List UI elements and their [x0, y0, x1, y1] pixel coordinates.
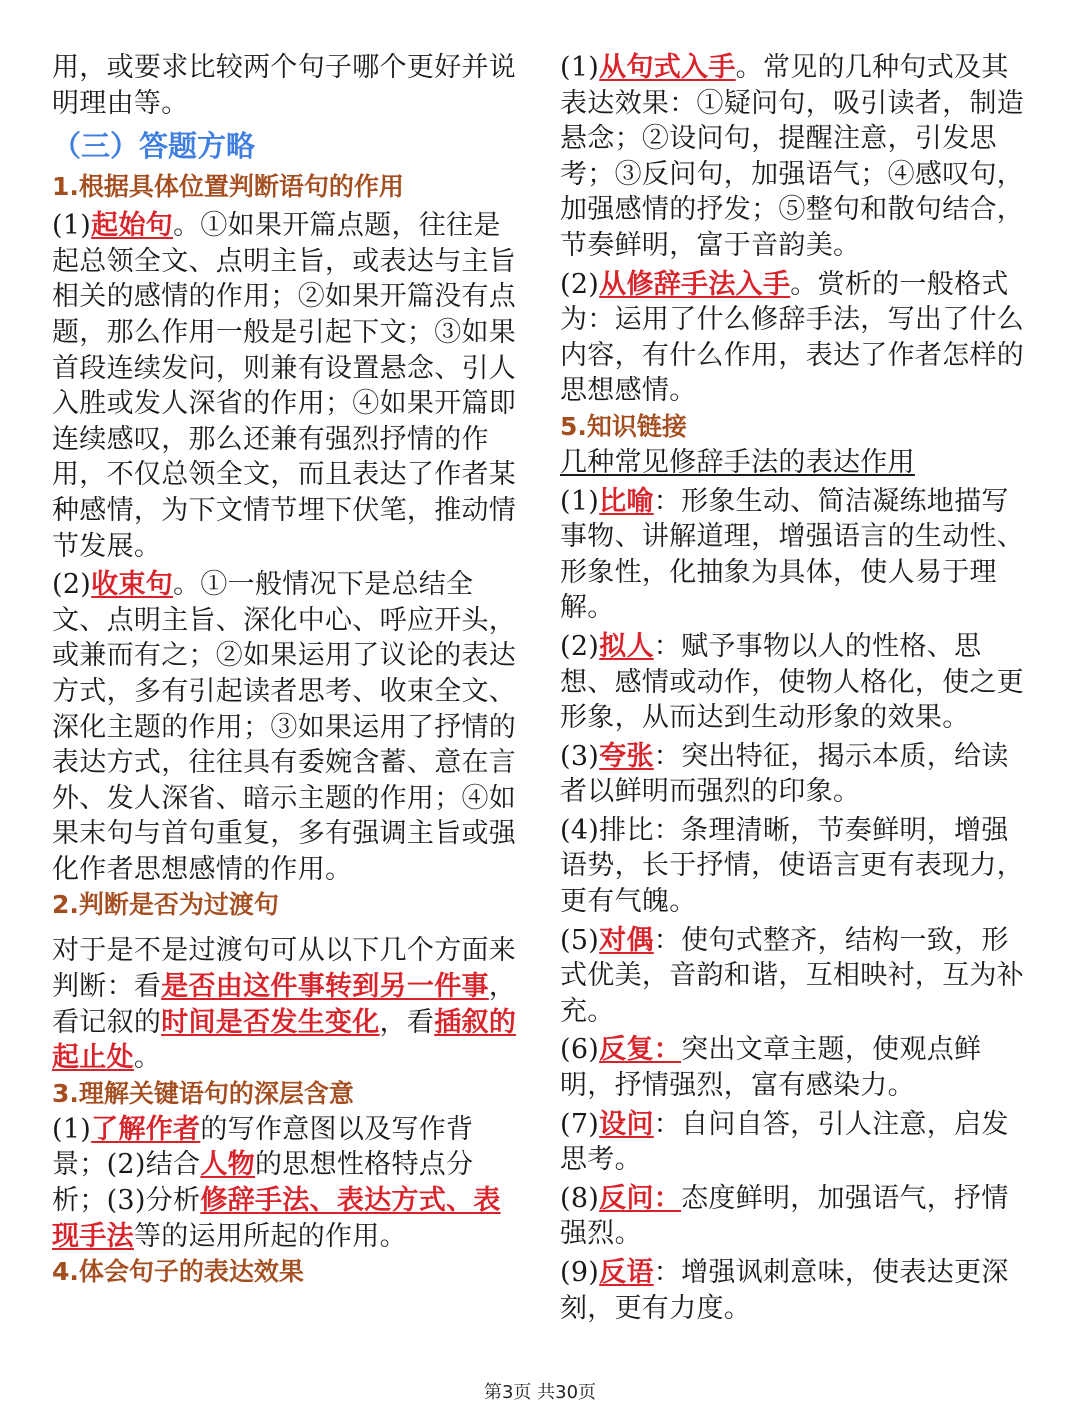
keyword: 是否由这件事转到另一件事 — [161, 971, 489, 1003]
keyword: 拟人 — [599, 630, 654, 662]
keyword: 反复： — [599, 1034, 682, 1066]
text: 对于是不是过渡句可从以下几个方面来判断：看 — [52, 935, 517, 1003]
item-number: (8) — [560, 1182, 600, 1214]
item-number: (2) — [560, 630, 600, 662]
rhetoric-list — [560, 484, 1030, 1327]
rhetoric-item — [560, 923, 1030, 1030]
text: ，看 — [379, 1006, 435, 1038]
text: ，看记叙的 — [52, 971, 517, 1038]
rhetoric-item — [560, 739, 1030, 810]
heading-1: 1.根据具体位置判断语句的作用 — [52, 172, 404, 202]
heading-2: 2.判断是否为过渡句 — [52, 890, 279, 920]
keyword: 反问： — [599, 1182, 682, 1214]
left-column — [52, 50, 522, 1290]
text: 。 — [133, 1042, 162, 1074]
para-transition — [52, 933, 522, 1075]
text: 等的运用所起的作用。 — [133, 1220, 407, 1252]
rhetoric-item — [560, 484, 1030, 626]
item-number: (2) — [52, 569, 92, 601]
item-text: ：赋予事物以人的性格、思想、感情或动作，使物人格化，使之更形象，从而达到生动形象的效果。 — [560, 630, 1025, 734]
heading-5: 5.知识链接 — [560, 411, 687, 441]
rhetoric-item — [560, 1255, 1030, 1326]
para-text: 。①一般情况下是总结全文、点明主旨、深化中心、呼应开头，或兼而有之；②如果运用了议论的表达方式，多有引起读者思考、收束全文、深化主题的作用；③如果运用了抒情的表达方式，往往具有委婉含蓄、意在言外、发人深省、暗示主题的作用；④如果末句与首句重复，多有强调主旨或强化作者思想感情的作用。 — [52, 569, 517, 885]
para-rhetoric — [560, 267, 1030, 409]
heading-3: 3.理解关键语句的深层含意 — [52, 1078, 354, 1108]
item-number: (3) — [560, 740, 600, 772]
item-number: (1) — [560, 52, 600, 83]
item-number: (2) — [560, 268, 600, 300]
right-column — [560, 50, 1030, 1326]
para-text: 。赏析的一般格式为：运用了什么修辞手法，写出了什么内容，有什么作用，表达了作者怎样的思想感情。 — [560, 268, 1025, 407]
item-number: (4) — [560, 814, 600, 846]
item-number: (9) — [560, 1257, 600, 1288]
para-text: 。常见的几种句式及其表达效果：①疑问句，吸引读者，制造悬念；②设问句，提醒注意，引发思考；③反问句，加强语气；④感叹句，加强感情的抒发；⑤整句和散句结合，节奏鲜明，富于音韵美。 — [560, 52, 1025, 261]
keyword: 时间是否发生变化 — [161, 1006, 380, 1038]
item-text: ：形象生动、简洁凝练地描写事物、讲解道理，增强语言的生动性、形象性，化抽象为具体，使人易于理解。 — [560, 485, 1025, 624]
item-text: 态度鲜明，加强语气，抒情强烈。 — [560, 1182, 1009, 1250]
rhetoric-item — [560, 1107, 1030, 1178]
page-number: 第3页 共30页 — [483, 1382, 597, 1403]
item-number: (1) — [560, 485, 600, 517]
item-number: (5) — [560, 924, 600, 956]
keyword: 了解作者 — [91, 1113, 201, 1145]
item-number: (7) — [560, 1108, 600, 1140]
item-text: 突出文章主题，使观点鲜明，抒情强烈，富有感染力。 — [560, 1034, 982, 1102]
keyword: 从句式入手 — [599, 52, 736, 83]
heading-4: 4.体会句子的表达效果 — [52, 1257, 304, 1287]
para-opening-sentence — [52, 208, 522, 564]
item-number: (6) — [560, 1034, 600, 1066]
rhetoric-item — [560, 1181, 1030, 1252]
keyword-closing-sentence: 收束句 — [91, 569, 174, 601]
keyword: 人物 — [200, 1149, 255, 1181]
keyword: 设问 — [599, 1108, 654, 1140]
item-text: ：增强讽刺意味，使表达更深刻，更有力度。 — [560, 1257, 1009, 1324]
item-text: ：使句式整齐，结构一致，形式优美，音韵和谐，互相映衬，互为补充。 — [560, 924, 1025, 1027]
keyword: 比喻 — [599, 485, 654, 517]
rhetoric-item — [560, 1032, 1030, 1103]
rhetoric-item — [560, 813, 1030, 920]
keyword: 修辞手法、表达方式、表现手法 — [52, 1185, 501, 1252]
para-closing-sentence — [52, 567, 522, 887]
keyword: 从修辞手法入手 — [599, 268, 791, 300]
para-text: 。①如果开篇点题，往往是起总领全文、点明主旨，或表达与主旨相关的感情的作用；②如果开篇没有点题，那么作用一般是引起下文；③如果首段连续发问，则兼有设置悬念、引人入胜或发人深省的作用；④如果开篇即连续感叹，那么还兼有强烈抒情的作用，不仅总领全文，而且表达了作者某种感情，为下文情节埋下伏笔，推动情节发展。 — [52, 210, 517, 562]
item-text: ：自问自答，引人注意，启发思考。 — [560, 1108, 1009, 1176]
para-sentence-pattern — [560, 50, 1030, 264]
keyword: 插叙的起止处 — [52, 1006, 517, 1074]
item-text: 排比：条理清晰，节奏鲜明，增强语势，长于抒情，使语言更有表现力，更有气魄。 — [560, 814, 1025, 918]
text: 的思想性格特点分析；(3)分析 — [52, 1149, 474, 1217]
intro-text: 用，或要求比较两个句子哪个更好并说明理由等。 — [52, 52, 517, 119]
keyword: 夸张 — [599, 740, 654, 772]
keyword: 对偶 — [599, 924, 654, 956]
para-key-sentences — [52, 1112, 522, 1254]
keyword-opening-sentence: 起始句 — [91, 210, 174, 242]
section-title: （三）答题方略 — [52, 129, 256, 164]
item-text: ：突出特征，揭示本质，给读者以鲜明而强烈的印象。 — [560, 740, 1009, 808]
text: (1) — [52, 1113, 92, 1145]
text: 的写作意图以及写作背景；(2)结合 — [52, 1113, 474, 1181]
subheading: 几种常见修辞手法的表达作用 — [560, 446, 915, 478]
item-number: (1) — [52, 210, 92, 242]
rhetoric-item — [560, 629, 1030, 736]
keyword: 反语 — [599, 1257, 654, 1288]
